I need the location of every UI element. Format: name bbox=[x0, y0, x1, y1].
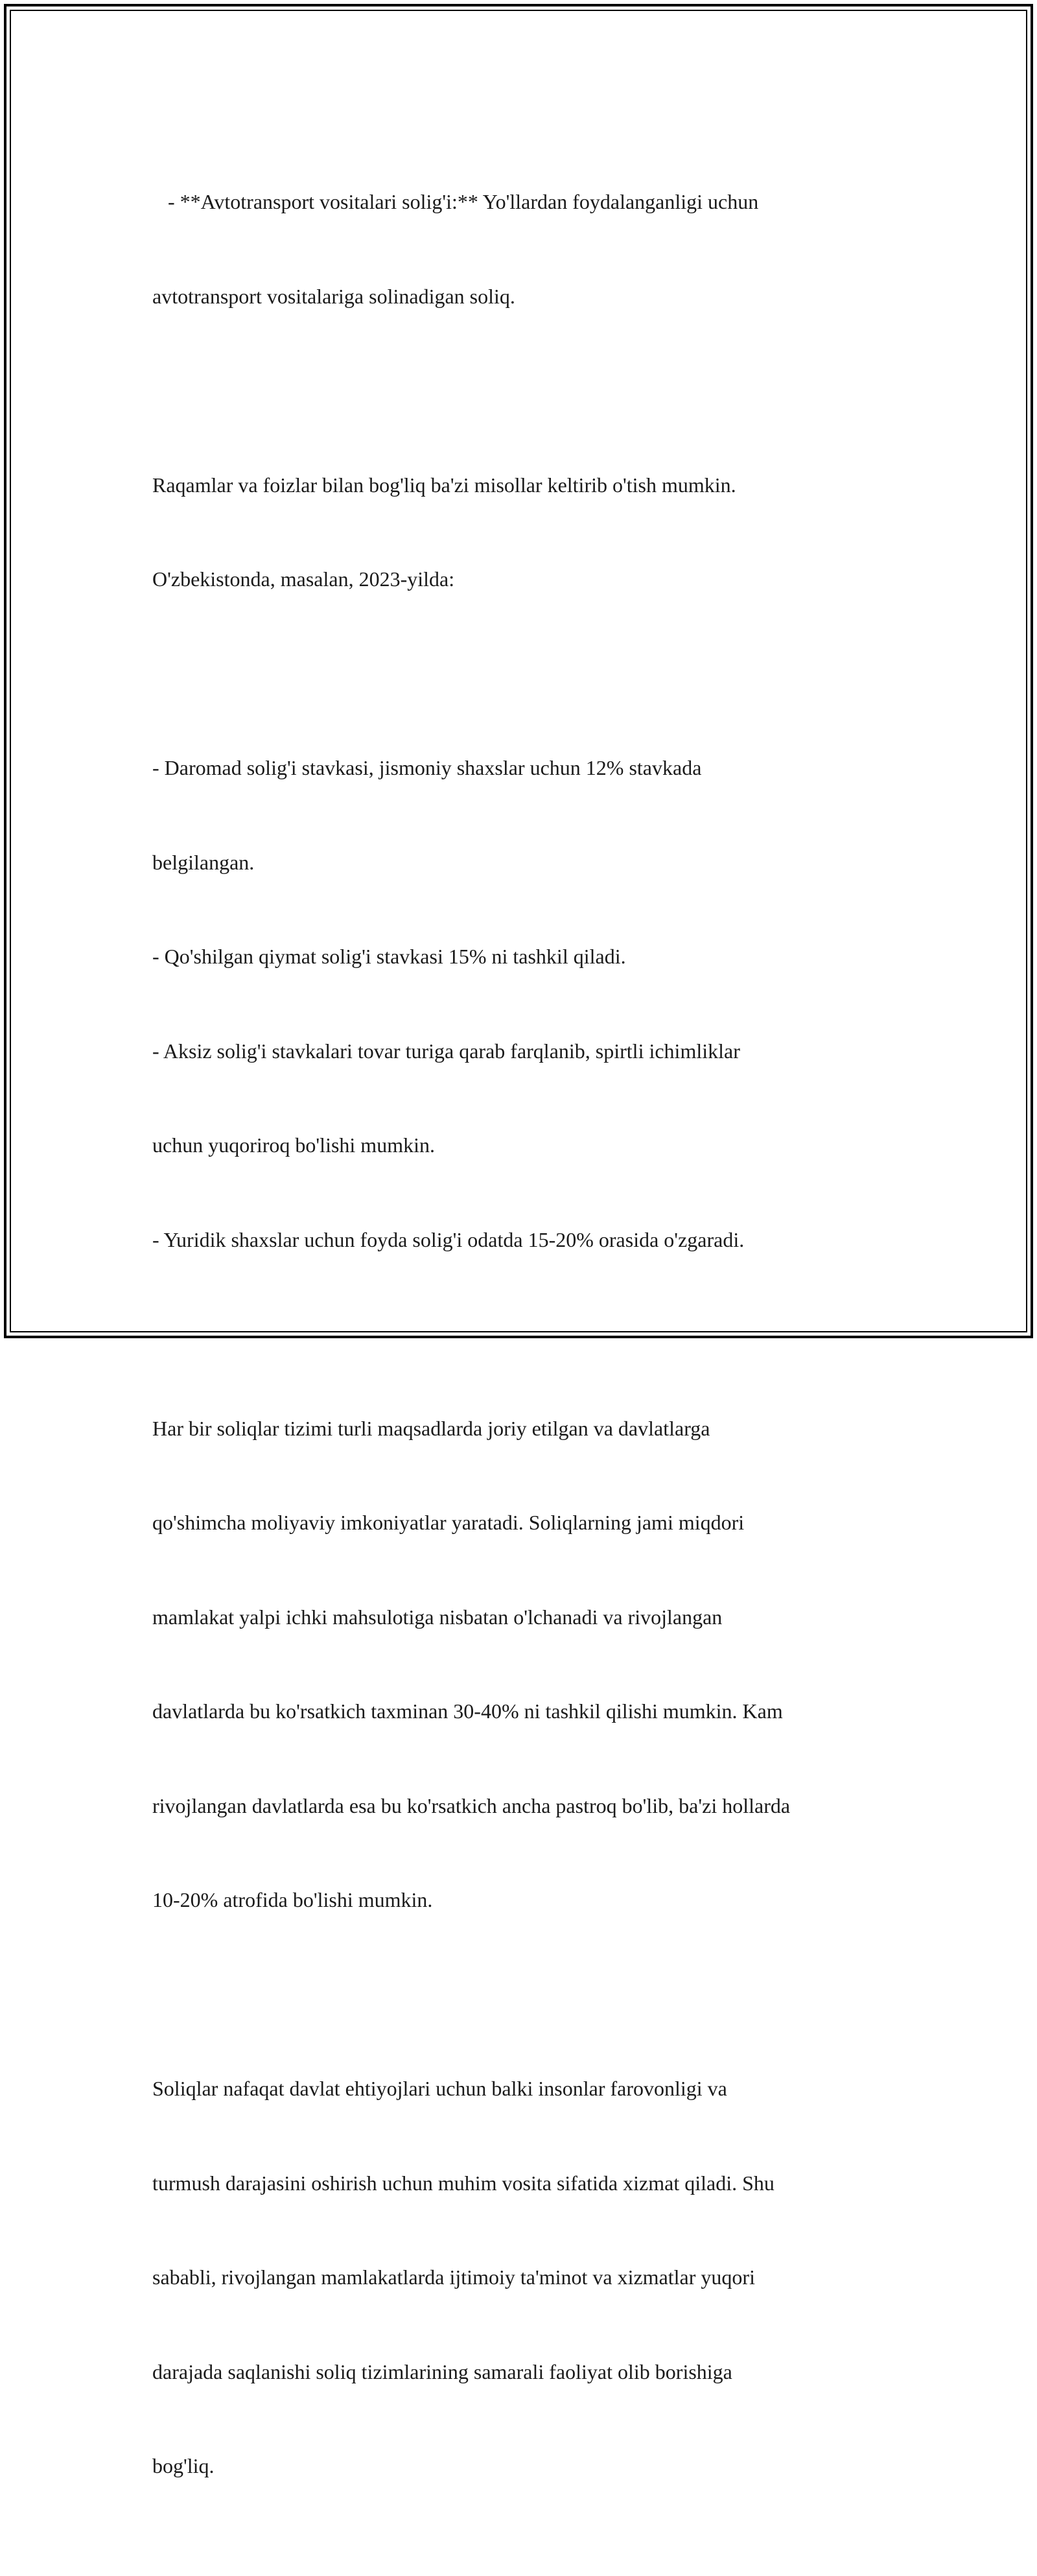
list-item-line: - Daromad solig'i stavkasi, jismoniy shaxslar uchun 12% stavkada bbox=[152, 756, 702, 779]
text-line: bog'liq. bbox=[152, 2454, 215, 2477]
text-line: darajada saqlanishi soliq tizimlarining samarali faoliyat olib borishiga bbox=[152, 2359, 732, 2383]
list-item-line: - Aksiz solig'i stavkalari tovar turiga qarab farqlanib, spirtli ichimliklar bbox=[152, 1039, 740, 1063]
text-line: 10-20% atrofida bo'lishi mumkin. bbox=[152, 1888, 433, 1911]
text-line: sababli, rivojlangan mamlakatlarda ijtimoiy ta'minot va xizmatlar yuqori bbox=[152, 2265, 755, 2289]
document-body bbox=[152, 123, 898, 2576]
text-line: O'zbekistonda, masalan, 2023-yilda: bbox=[152, 567, 455, 591]
paragraph-vehicle-tax bbox=[152, 123, 898, 375]
text-line: turmush darajasini oshirish uchun muhim vosita sifatida xizmat qiladi. Shu bbox=[152, 2171, 775, 2195]
text-line: - **Avtotransport vositalari solig'i:** Yo'llardan foydalanganligi uchun bbox=[152, 190, 759, 213]
text-line: rivojlangan davlatlarda esa bu ko'rsatkich ancha pastroq bo'lib, ba'zi hollarda bbox=[152, 1793, 791, 1817]
list-item-line: - Yuridik shaxslar uchun foyda solig'i odatda 15-20% orasida o'zgaradi. bbox=[152, 1227, 745, 1251]
text-line: qo'shimcha moliyaviy imkoniyatlar yaratadi. Soliqlarning jami miqdori bbox=[152, 1511, 745, 1534]
paragraph-conclusion bbox=[152, 2010, 898, 2545]
list-item-line: uchun yuqoriroq bo'lishi mumkin. bbox=[152, 1133, 435, 1157]
text-line: mamlakat yalpi ichki mahsulotiga nisbatan o'lchanadi va rivojlangan bbox=[152, 1605, 723, 1629]
list-item-line: - Qo'shilgan qiymat solig'i stavkasi 15% ni tashkil qiladi. bbox=[152, 945, 626, 968]
paragraph-examples-intro bbox=[152, 407, 898, 658]
text-line: davlatlarda bu ko'rsatkich taxminan 30-40% ni tashkil qilishi mumkin. Kam bbox=[152, 1699, 783, 1723]
paragraph-tax-rates-list bbox=[152, 689, 898, 1318]
text-line: avtotransport vositalariga solinadigan soliq. bbox=[152, 284, 515, 308]
text-line: Soliqlar nafaqat davlat ehtiyojlari uchun balki insonlar farovonligi va bbox=[152, 2077, 727, 2100]
paragraph-tax-systems bbox=[152, 1350, 898, 1979]
text-line: Har bir soliqlar tizimi turli maqsadlarda joriy etilgan va davlatlarga bbox=[152, 1416, 710, 1440]
list-item-line: belgilangan. bbox=[152, 850, 255, 874]
text-line: Raqamlar va foizlar bilan bog'liq ba'zi misollar keltirib o'tish mumkin. bbox=[152, 473, 736, 497]
